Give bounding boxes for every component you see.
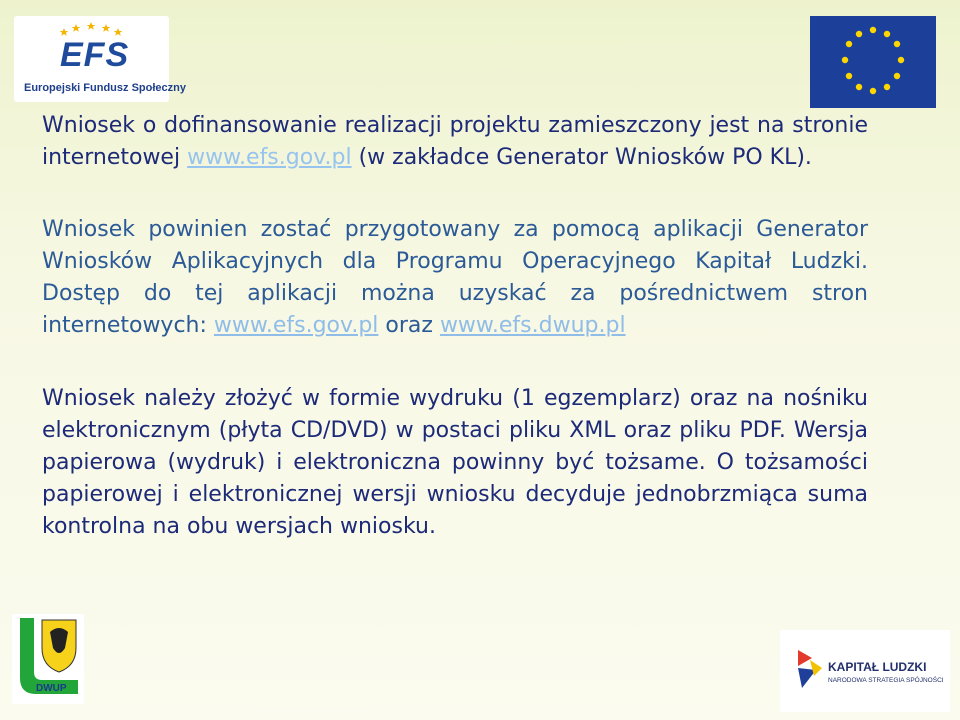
paragraph-generator-access — [42, 214, 868, 342]
kapital-ludzki-subtitle: NARODOWA STRATEGIA SPÓJNOŚCI — [828, 677, 944, 684]
efs-gov-link-2[interactable]: www.efs.gov.pl — [213, 313, 379, 338]
paragraph-submission-format — [42, 383, 868, 543]
efs-dwup-link[interactable]: www.efs.dwup.pl — [439, 313, 626, 338]
paragraph-1-text-after: (w zakładce Generator Wniosków PO KL). — [351, 145, 812, 170]
dwup-logo — [12, 614, 84, 704]
paragraph-2-text: Wniosek powinien zostać przygotowany za pomocą aplikacji Generator Wniosków Aplikacyjnych dla Programu Operacyjnego Kapitał Ludzki. Dostęp do tej aplikacji można uzyskać za pośrednictwem stron internetowych: — [42, 217, 868, 338]
efs-logo-subtitle: Europejski Fundusz Społeczny — [24, 82, 186, 94]
eu-flag-icon — [810, 16, 936, 108]
kapital-ludzki-logo — [780, 630, 950, 712]
paragraph-2-between: oraz — [378, 313, 440, 338]
efs-logo — [14, 16, 186, 102]
kapital-ludzki-emblem-icon — [794, 648, 824, 690]
slide-content — [42, 110, 868, 543]
paragraph-1-text-before: Wniosek o dofinansowanie realizacji projektu zamieszczony jest na stronie internetowej — [42, 113, 868, 170]
efs-gov-link[interactable]: www.efs.gov.pl — [187, 145, 352, 170]
kapital-ludzki-title: KAPITAŁ LUDZKI — [828, 660, 927, 674]
paragraph-3-text: Wniosek należy złożyć w formie wydruku (1 egzemplarz) oraz na nośniku elektronicznym (płyta CD/DVD) w postaci pliku XML oraz pliku PDF. Wersja papierowa (wydruk) i elektroniczna powinny być tożsame. O tożsamości papierowej i elektronicznej wersji wniosku decyduje jednobrzmiąca suma kontrolna na obu wersjach wniosku. — [42, 386, 868, 539]
efs-logo-text: EFS — [60, 36, 130, 74]
dwup-logo-text: DWUP — [36, 683, 67, 694]
paragraph-application-location — [42, 110, 868, 174]
